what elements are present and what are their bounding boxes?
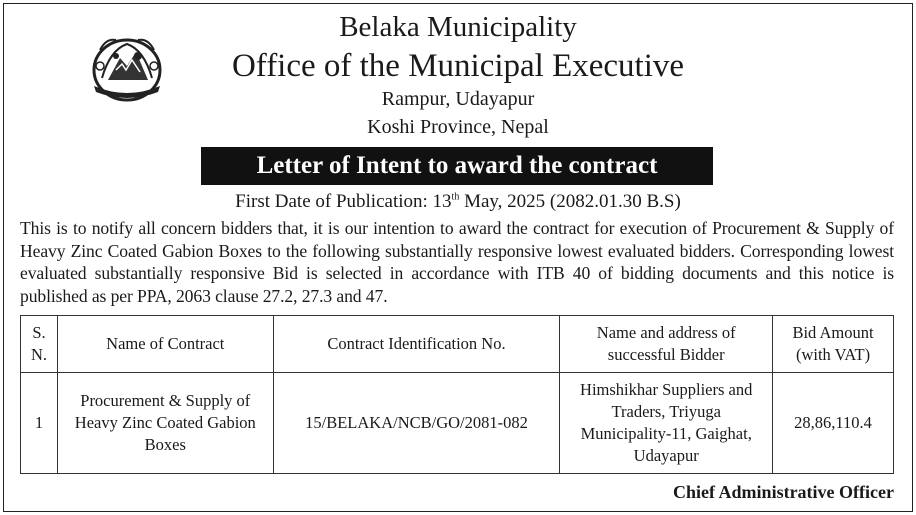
table-row <box>21 373 894 474</box>
bid-award-table <box>20 315 894 474</box>
cell-bid-amount: 28,86,110.4 <box>773 373 894 474</box>
table-header-row <box>21 316 894 373</box>
notice-body-paragraph: This is to notify all concern bidders that, it is our intention to award the contract for execution of Procurement & Supply of Heavy Zinc Coated Gabion Boxes to the following substantially responsive lowest evaluated bidders. Corresponding lowest evaluated substantially responsive Bid is selected in accordance with ITB 40 of bidding documents and this notice is published as per PPA, 2063 clause 27.2, 27.3 and 47. <box>20 218 894 306</box>
publication-date-prefix: First Date of Publication: 13 <box>235 191 452 212</box>
header-contract-name: Name of Contract <box>57 316 273 373</box>
header-bid-amount: Bid Amount (with VAT) <box>773 316 894 373</box>
municipality-name: Belaka Municipality <box>339 11 577 43</box>
notice-title: Letter of Intent to award the contract <box>201 147 713 185</box>
publication-date-superscript: th <box>451 191 460 203</box>
header-sn <box>21 316 58 373</box>
header-sn-line1: S. <box>32 323 46 342</box>
cell-contract-name: Procurement & Supply of Heavy Zinc Coated Gabion Boxes <box>57 373 273 474</box>
header-contract-id: Contract Identification No. <box>273 316 560 373</box>
publication-date <box>0 191 916 213</box>
publication-date-suffix: May, 2025 (2082.01.30 B.S) <box>459 191 681 212</box>
cell-contract-id: 15/BELAKA/NCB/GO/2081-082 <box>273 373 560 474</box>
header-bidder: Name and address of successful Bidder <box>560 316 773 373</box>
header-sn-line2: N. <box>30 345 47 364</box>
cell-bidder: Himshikhar Suppliers and Traders, Triyuga Municipality-11, Gaighat, Udayapur <box>560 373 773 474</box>
signature-title: Chief Administrative Officer <box>673 482 894 502</box>
address-line-1: Rampur, Udayapur <box>381 88 535 110</box>
cell-sn: 1 <box>21 373 58 474</box>
office-name: Office of the Municipal Executive <box>231 48 685 84</box>
address-line-2: Koshi Province, Nepal <box>367 116 549 138</box>
